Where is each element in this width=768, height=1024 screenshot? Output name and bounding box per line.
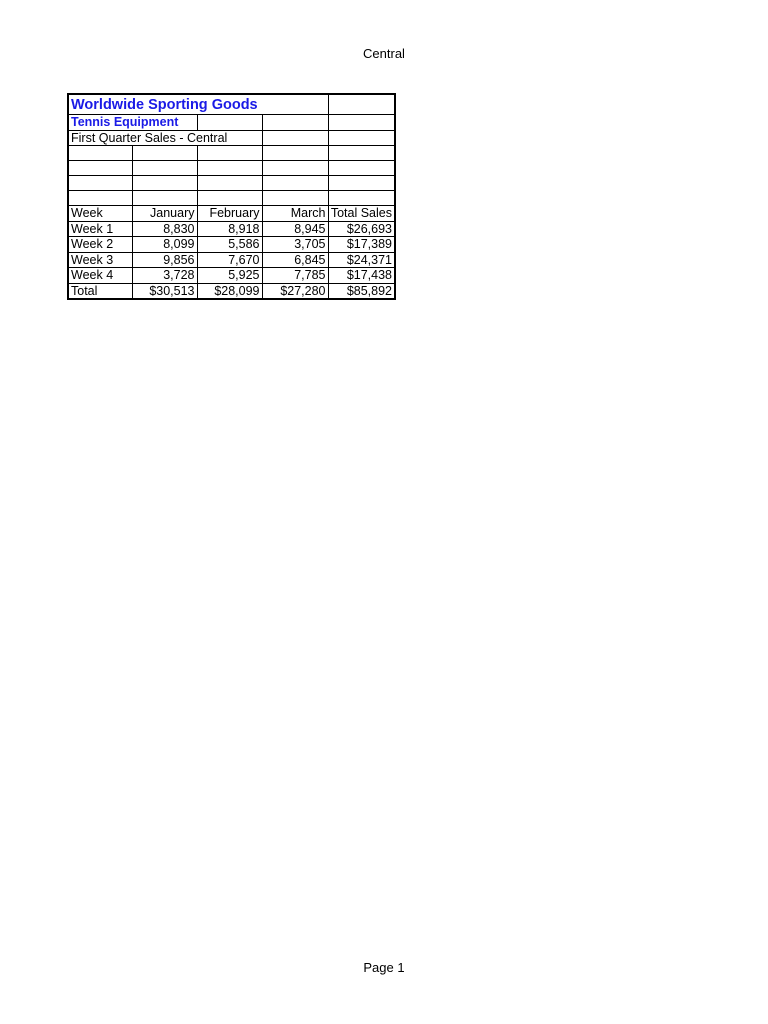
empty-cell[interactable] [68, 161, 132, 176]
data-cell[interactable]: $17,389 [328, 237, 395, 253]
data-cell[interactable]: $26,693 [328, 221, 395, 237]
column-header[interactable]: February [197, 206, 262, 222]
empty-cell[interactable] [262, 191, 328, 206]
empty-cell[interactable] [197, 161, 262, 176]
empty-cell[interactable] [132, 191, 197, 206]
subtitle-row [68, 115, 395, 131]
data-cell[interactable]: $17,438 [328, 268, 395, 284]
empty-cell[interactable] [328, 161, 395, 176]
data-cell[interactable]: 8,099 [132, 237, 197, 253]
table-row [68, 237, 395, 253]
column-header[interactable]: Total Sales [328, 206, 395, 222]
empty-cell[interactable] [262, 130, 328, 146]
empty-cell[interactable] [132, 176, 197, 191]
data-cell[interactable]: 9,856 [132, 252, 197, 268]
total-cell[interactable]: $30,513 [132, 283, 197, 299]
table-row [68, 252, 395, 268]
row-label[interactable]: Week 1 [68, 221, 132, 237]
column-header[interactable]: January [132, 206, 197, 222]
data-cell[interactable]: 3,705 [262, 237, 328, 253]
empty-cell[interactable] [328, 176, 395, 191]
empty-cell[interactable] [68, 146, 132, 161]
empty-cell[interactable] [197, 146, 262, 161]
sales-table [67, 93, 396, 300]
empty-cell[interactable] [328, 94, 395, 115]
data-cell[interactable]: $24,371 [328, 252, 395, 268]
data-cell[interactable]: 3,728 [132, 268, 197, 284]
data-cell[interactable]: 6,845 [262, 252, 328, 268]
blank-row [68, 146, 395, 161]
empty-cell[interactable] [262, 161, 328, 176]
column-header-row [68, 206, 395, 222]
empty-cell[interactable] [197, 191, 262, 206]
description-row [68, 130, 395, 146]
blank-row [68, 176, 395, 191]
empty-cell[interactable] [262, 176, 328, 191]
title-row [68, 94, 395, 115]
page-footer: Page 1 [363, 960, 405, 975]
sheet-title[interactable]: Worldwide Sporting Goods [68, 94, 328, 115]
row-label[interactable]: Week 3 [68, 252, 132, 268]
column-header[interactable]: March [262, 206, 328, 222]
blank-row [68, 161, 395, 176]
empty-cell[interactable] [262, 115, 328, 131]
total-cell[interactable]: $27,280 [262, 283, 328, 299]
row-label[interactable]: Week 2 [68, 237, 132, 253]
row-label[interactable]: Week 4 [68, 268, 132, 284]
total-cell[interactable]: $28,099 [197, 283, 262, 299]
empty-cell[interactable] [262, 146, 328, 161]
totals-row [68, 283, 395, 299]
page-header: Central [363, 46, 405, 61]
empty-cell[interactable] [328, 130, 395, 146]
empty-cell[interactable] [197, 176, 262, 191]
sheet-description[interactable]: First Quarter Sales - Central [68, 130, 262, 146]
empty-cell[interactable] [132, 146, 197, 161]
data-cell[interactable]: 8,830 [132, 221, 197, 237]
empty-cell[interactable] [68, 176, 132, 191]
total-cell[interactable]: $85,892 [328, 283, 395, 299]
empty-cell[interactable] [68, 191, 132, 206]
data-cell[interactable]: 5,586 [197, 237, 262, 253]
data-cell[interactable]: 8,918 [197, 221, 262, 237]
data-cell[interactable]: 8,945 [262, 221, 328, 237]
sheet-subtitle[interactable]: Tennis Equipment [68, 115, 197, 131]
empty-cell[interactable] [328, 146, 395, 161]
data-cell[interactable]: 7,670 [197, 252, 262, 268]
data-cell[interactable]: 7,785 [262, 268, 328, 284]
table-row [68, 221, 395, 237]
empty-cell[interactable] [328, 115, 395, 131]
blank-row [68, 191, 395, 206]
column-header[interactable]: Week [68, 206, 132, 222]
row-label[interactable]: Total [68, 283, 132, 299]
empty-cell[interactable] [197, 115, 262, 131]
data-cell[interactable]: 5,925 [197, 268, 262, 284]
empty-cell[interactable] [132, 161, 197, 176]
table-row [68, 268, 395, 284]
empty-cell[interactable] [328, 191, 395, 206]
